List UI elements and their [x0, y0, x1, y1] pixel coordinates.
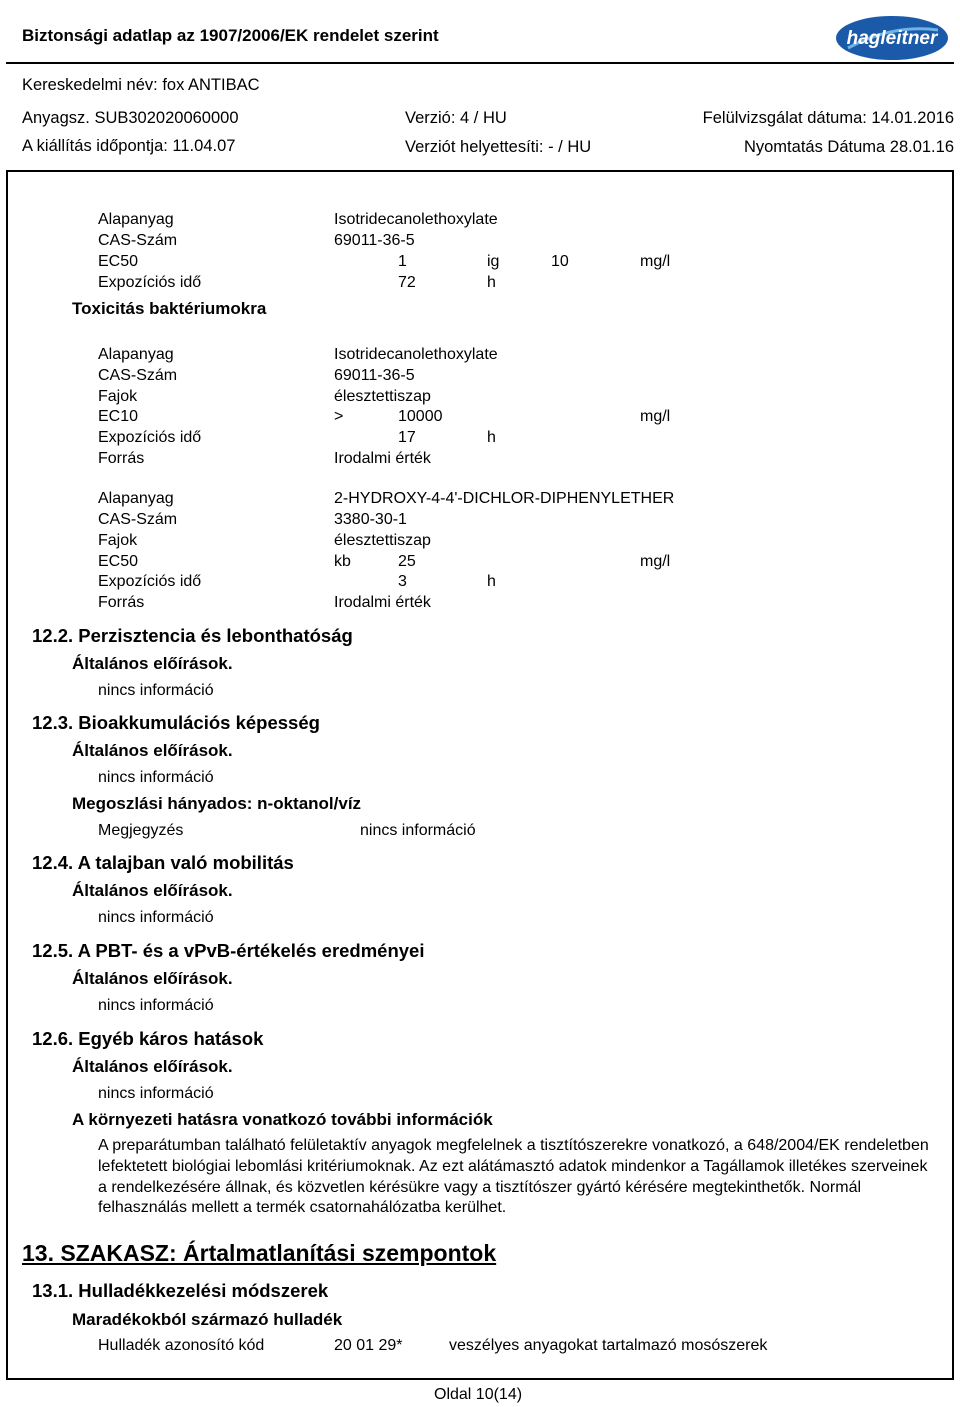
trade-name: Kereskedelmi név: fox ANTIBAC	[22, 76, 260, 94]
section-12-4-sub: Általános előírások.	[72, 881, 233, 900]
b1-value-exposure: 72	[398, 274, 416, 291]
b3-label-substance: Alapanyag	[98, 490, 174, 507]
b2-value-substance: Isotridecanolethoxylate	[334, 346, 498, 363]
b3-value-exposure: 3	[398, 573, 407, 590]
b3-value-ec50: 25	[398, 553, 416, 570]
b2-value-species: élesztettiszap	[334, 388, 431, 405]
b2-unit-exposure: h	[487, 429, 496, 446]
issue-date: A kiállítás időpontja: 11.04.07	[22, 137, 236, 155]
b3-unit-exposure: h	[487, 573, 496, 590]
b1-value2-ec50: 10	[551, 253, 569, 270]
section-12-6-text: nincs információ	[98, 1085, 214, 1102]
b1-unit-ec50: mg/l	[640, 253, 671, 270]
b2-value-ec10: 10000	[398, 408, 443, 425]
toxicity-bacteria-heading: Toxicitás baktériumokra	[72, 299, 267, 318]
b3-value-cas: 3380-30-1	[334, 511, 407, 528]
document-title: Biztonsági adatlap az 1907/2006/EK rendelet szerint	[22, 26, 439, 45]
b3-label-ec50: EC50	[98, 553, 139, 570]
b1-label-substance: Alapanyag	[98, 211, 174, 228]
section-12-3-note-label: Megjegyzés	[98, 822, 184, 839]
b3-unit-ec50: mg/l	[640, 553, 671, 570]
section-12-3-text: nincs információ	[98, 769, 214, 786]
hagleitner-logo	[834, 14, 950, 62]
material-number: Anyagsz. SUB302020060000	[22, 109, 239, 127]
b2-qual-ec10: >	[334, 408, 344, 425]
b1-label-ec50: EC50	[98, 253, 139, 270]
section-12-4-text: nincs információ	[98, 909, 214, 926]
supersedes-version: Verziót helyettesíti: - / HU	[405, 138, 592, 156]
b2-value-exposure: 17	[398, 429, 416, 446]
b2-label-exposure: Expozíciós idő	[98, 429, 202, 446]
b2-label-ec10: EC10	[98, 408, 139, 425]
section-12-3-note-value: nincs információ	[360, 822, 476, 839]
section-12-3-sub: Általános előírások.	[72, 741, 233, 760]
logo-text: hagleitner	[846, 28, 938, 49]
section-12-6-sub: Általános előírások.	[72, 1057, 233, 1076]
further-info-text: A preparátumban található felületaktív anyagok megfelelnek a tisztítószerekre vonatkozó, a 648/2004/EK rendeletben lefektetett biológiai lebomlási kritériumoknak. Az ezt alátámasztó adatok mindenkor a Tagállamok illetékes szerveinek a rendelkezésére állnak, és közvetlen kérésükre vagy a tisztítószer gyártó kérésére megtekinthetők. Normál felhasználás mellett a termék csatornahálózatba kerülhet.	[98, 1137, 929, 1217]
section-12-3-sub2: Megoszlási hányados: n-oktanol/víz	[72, 794, 362, 813]
logo-icon	[834, 14, 950, 62]
b3-label-cas: CAS-Szám	[98, 511, 178, 528]
section-12-5-sub: Általános előírások.	[72, 969, 233, 988]
further-info-heading: A környezeti hatásra vonatkozó további információk	[72, 1110, 493, 1129]
section-12-4-title: 12.4. A talajban való mobilitás	[32, 852, 294, 873]
b2-label-source: Forrás	[98, 450, 145, 467]
section-13-title: 13. SZAKASZ: Ártalmatlanítási szempontok	[22, 1240, 497, 1266]
b3-value-source: Irodalmi érték	[334, 594, 431, 611]
b2-unit-ec10: mg/l	[640, 408, 671, 425]
section-12-5-title: 12.5. A PBT- és a vPvB-értékelés eredményei	[32, 940, 425, 961]
header-divider	[6, 62, 954, 64]
b1-value-ec50: 1	[398, 253, 407, 270]
section-12-2-title: 12.2. Perzisztencia és lebonthatóság	[32, 625, 353, 646]
waste-code-value: 20 01 29*	[334, 1337, 403, 1354]
page-number: Oldal 10(14)	[434, 1386, 523, 1403]
print-date: Nyomtatás Dátuma 28.01.16	[743, 138, 954, 156]
b3-value-substance: 2-HYDROXY-4-4'-DICHLOR-DIPHENYLETHER	[334, 490, 675, 507]
b1-qual-ec50: ig	[487, 253, 500, 270]
section-12-2-sub: Általános előírások.	[72, 654, 233, 673]
b2-label-species: Fajok	[98, 388, 138, 405]
b3-label-exposure: Expozíciós idő	[98, 573, 202, 590]
section-12-6-title: 12.6. Egyéb káros hatások	[32, 1028, 264, 1049]
b1-value-cas: 69011-36-5	[334, 232, 415, 249]
waste-code-label: Hulladék azonosító kód	[98, 1337, 265, 1354]
section-12-5-text: nincs információ	[98, 997, 214, 1014]
b1-value-substance: Isotridecanolethoxylate	[334, 211, 498, 228]
b2-value-source: Irodalmi érték	[334, 450, 431, 467]
b1-label-cas: CAS-Szám	[98, 232, 178, 249]
b2-value-cas: 69011-36-5	[334, 367, 415, 384]
waste-code-description: veszélyes anyagokat tartalmazó mosószerek	[449, 1337, 768, 1354]
b3-label-source: Forrás	[98, 594, 145, 611]
section-13-1-sub: Maradékokból származó hulladék	[72, 1310, 343, 1329]
b3-value-species: élesztettiszap	[334, 532, 431, 549]
version: Verzió: 4 / HU	[405, 109, 507, 127]
section-12-2-text: nincs információ	[98, 682, 214, 699]
section-13-1-title: 13.1. Hulladékkezelési módszerek	[32, 1280, 329, 1301]
b1-unit-exposure: h	[487, 274, 496, 291]
revision-date: Felülvizsgálat dátuma: 14.01.2016	[702, 109, 954, 127]
section-12-3-title: 12.3. Bioakkumulációs képesség	[32, 712, 320, 733]
b1-label-exposure: Expozíciós idő	[98, 274, 202, 291]
b3-qual-ec50: kb	[334, 553, 351, 570]
b2-label-substance: Alapanyag	[98, 346, 174, 363]
b3-label-species: Fajok	[98, 532, 138, 549]
b2-label-cas: CAS-Szám	[98, 367, 178, 384]
